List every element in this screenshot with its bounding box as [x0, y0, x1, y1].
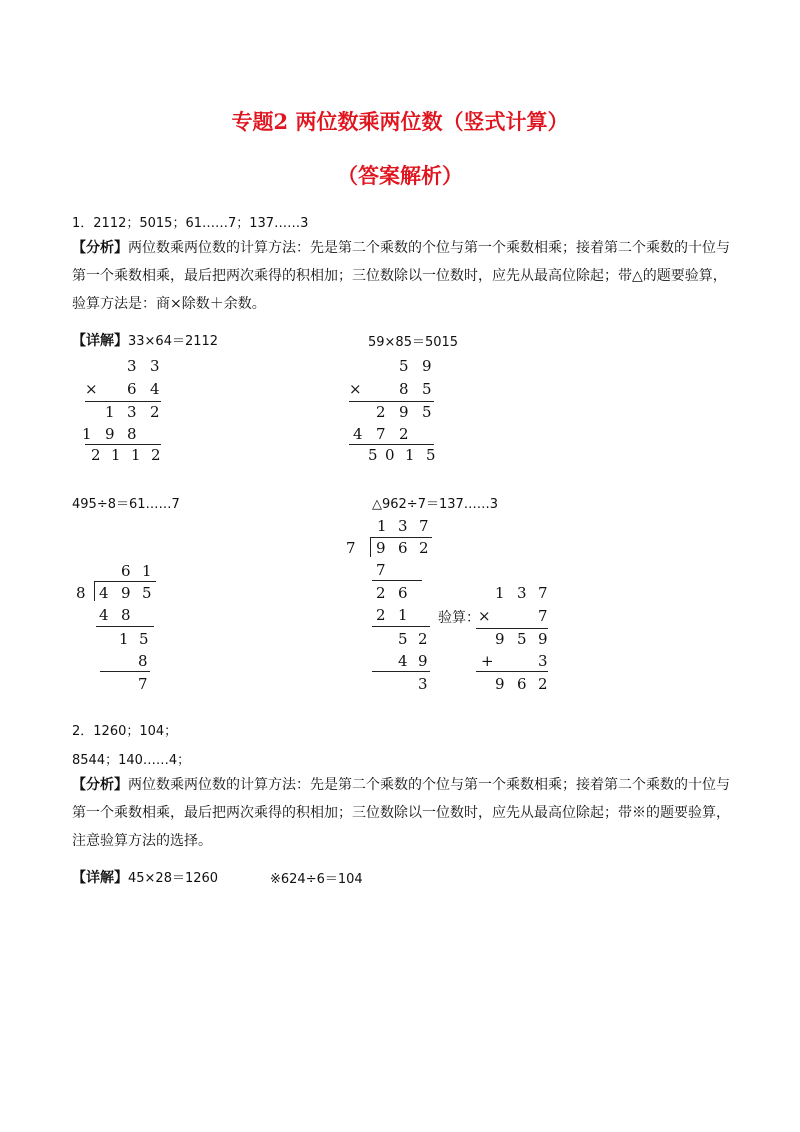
calc-line	[372, 671, 430, 672]
q2-eq1: 45×28＝1260	[128, 871, 219, 886]
digit: 1	[105, 403, 115, 421]
times-sign: ×	[349, 380, 362, 398]
q1-answer: 1．2112；5015；61……7；137……3	[72, 216, 309, 231]
calc-line	[100, 671, 150, 672]
digit: 3	[127, 357, 137, 375]
digit: 6	[127, 380, 137, 398]
q2-detail-eq1	[72, 867, 218, 887]
digit: 7	[538, 607, 548, 625]
digit: 5	[517, 630, 527, 648]
digit: 6	[398, 584, 408, 602]
digit: 2	[151, 446, 161, 464]
page-subtitle: （答案解析）	[337, 163, 463, 188]
digit: 4	[99, 606, 109, 624]
digit: 9	[121, 584, 131, 602]
digit: 2	[91, 446, 101, 464]
digit: 1	[111, 446, 121, 464]
digit: 9	[495, 630, 505, 648]
digit: 9	[495, 675, 505, 693]
digit: 4	[398, 652, 408, 670]
calc-line	[85, 444, 161, 445]
digit: 1	[405, 446, 415, 464]
division-bracket	[94, 581, 95, 601]
digit: 9	[399, 403, 409, 421]
digit: 6	[121, 562, 131, 580]
calc-line	[372, 626, 430, 627]
q2-analysis	[72, 771, 732, 855]
digit: 9	[376, 539, 386, 557]
q2-eq2: ※624÷6＝104	[270, 872, 363, 887]
q1-eq2: 59×85＝5015	[368, 335, 459, 350]
digit: 2	[418, 630, 428, 648]
digit: 4	[150, 380, 160, 398]
digit: 3	[398, 517, 408, 535]
digit: 0	[385, 446, 395, 464]
digit: 5	[142, 584, 152, 602]
digit: 5	[422, 403, 432, 421]
digit: 4	[99, 584, 109, 602]
digit: 5	[368, 446, 378, 464]
digit: 2	[150, 403, 160, 421]
q2-detail-tag: 【详解】	[72, 870, 128, 886]
calc-line	[476, 671, 548, 672]
digit: 1	[131, 446, 141, 464]
q1-eq3: 495÷8＝61……7	[72, 497, 180, 512]
digit: 1	[82, 425, 92, 443]
digit: 8	[121, 606, 131, 624]
digit: 1	[398, 606, 408, 624]
remainder: 7	[138, 675, 148, 693]
q2-analysis-text: 两位数乘两位数的计算方法：先是第二个乘数的个位与第一个乘数相乘；接着第二个乘数的十位与第一个乘数相乘，最后把两次乘得的积相加；三位数除以一位数时，应先从最高位除起；带※的题要验算，注意验算方法的选择。	[72, 777, 730, 849]
digit: 2	[376, 606, 386, 624]
digit: 7	[376, 561, 386, 579]
digit: 5	[399, 357, 409, 375]
digit: 9	[422, 357, 432, 375]
division-bar	[370, 537, 432, 538]
digit: 2	[419, 539, 429, 557]
page-title: 专题2 两位数乘两位数（竖式计算）	[231, 109, 569, 134]
calc-line	[349, 444, 434, 445]
q1-analysis-text: 两位数乘两位数的计算方法：先是第二个乘数的个位与第一个乘数相乘；接着第二个乘数的十位与第一个乘数相乘，最后把两次乘得的积相加；三位数除以一位数时，应先从最高位除起；带△的题要验算，验算方法是：商×除数＋余数。	[72, 240, 730, 312]
q1-eq4: △962÷7＝137……3	[372, 497, 499, 512]
digit: 6	[398, 539, 408, 557]
check-label: 验算：	[438, 610, 480, 626]
digit: 2	[399, 425, 409, 443]
digit: 2	[376, 584, 386, 602]
digit: 3	[127, 403, 137, 421]
calc-line	[96, 626, 154, 627]
calc-line	[85, 401, 161, 402]
digit: 5	[139, 630, 149, 648]
calc-line	[372, 580, 422, 581]
q1-detail-eq1	[72, 330, 218, 350]
digit: 2	[376, 403, 386, 421]
q2-answer-line2: 8544；140……4；	[72, 753, 191, 768]
q1-detail-tag: 【详解】	[72, 333, 128, 349]
q2-answer-line1: 2．1260；104；	[72, 724, 178, 739]
digit: 7	[376, 425, 386, 443]
division-bar	[94, 581, 156, 582]
digit: 9	[105, 425, 115, 443]
digit: 4	[353, 425, 363, 443]
digit: 5	[426, 446, 436, 464]
digit: 3	[150, 357, 160, 375]
digit: 2	[538, 675, 548, 693]
digit: 9	[418, 652, 428, 670]
digit: 7	[538, 584, 548, 602]
times-sign: ×	[478, 607, 491, 625]
plus-sign: +	[481, 652, 494, 670]
digit: 8	[399, 380, 409, 398]
divisor: 8	[76, 584, 86, 602]
q1-analysis-tag: 【分析】	[72, 240, 128, 256]
digit: 5	[422, 380, 432, 398]
division-bracket	[370, 537, 371, 557]
q2-analysis-tag: 【分析】	[72, 777, 128, 793]
digit: 8	[138, 652, 148, 670]
digit: 1	[377, 517, 387, 535]
q1-analysis	[72, 234, 732, 318]
calc-line	[476, 628, 548, 629]
divisor: 7	[346, 539, 356, 557]
digit: 3	[517, 584, 527, 602]
digit: 9	[538, 630, 548, 648]
q1-eq1: 33×64＝2112	[128, 334, 219, 349]
digit: 1	[495, 584, 505, 602]
digit: 8	[127, 425, 137, 443]
digit: 1	[142, 562, 152, 580]
times-sign: ×	[85, 380, 98, 398]
digit: 6	[517, 675, 527, 693]
remainder: 3	[418, 675, 428, 693]
digit: 7	[419, 517, 429, 535]
digit: 1	[119, 630, 129, 648]
digit: 5	[398, 630, 408, 648]
calc-line	[349, 401, 434, 402]
digit: 3	[538, 652, 548, 670]
